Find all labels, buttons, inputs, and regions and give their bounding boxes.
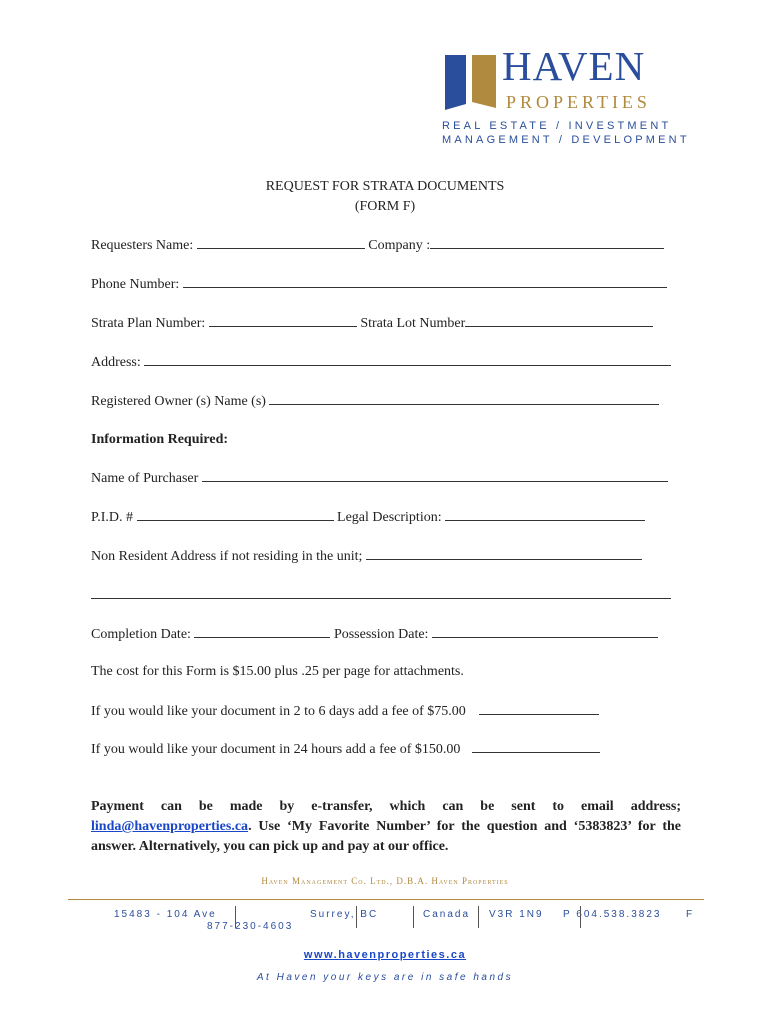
- strata-row: [91, 314, 653, 333]
- dates-row: [91, 625, 658, 644]
- requester-row: [91, 236, 664, 255]
- logo-tagline: [442, 119, 690, 147]
- requester-label: Requesters Name:: [91, 238, 194, 253]
- footer-phone: 877-230-4603: [207, 921, 294, 932]
- footer-divider: [68, 899, 704, 900]
- non-resident-row-2: [91, 586, 671, 605]
- pid-label: P.I.D. #: [91, 510, 134, 525]
- logo-name: HAVEN: [502, 43, 646, 89]
- logo-tagline-line1: REAL ESTATE / INVESTMENT: [442, 120, 672, 132]
- rush-2-6-field[interactable]: [479, 702, 599, 715]
- non-resident-row: [91, 547, 642, 566]
- phone-label: Phone Number:: [91, 277, 180, 292]
- footer-fax-label: F: [686, 909, 695, 920]
- purchaser-row: [91, 469, 668, 488]
- footer-separator: [580, 906, 581, 928]
- footer-separator: [478, 906, 479, 928]
- footer-website: [0, 949, 770, 961]
- footer-phone-number: P 604.538.3823: [563, 909, 662, 920]
- footer-separator: [413, 906, 414, 928]
- info-required-heading: Information Required:: [91, 432, 229, 447]
- website-link[interactable]: www.havenproperties.ca: [303, 949, 467, 961]
- logo-subtitle: PROPERTIES: [506, 92, 651, 112]
- non-resident-field-2[interactable]: [91, 586, 671, 599]
- footer-country: Canada: [423, 909, 471, 920]
- non-resident-label: Non Resident Address if not residing in the unit;: [91, 549, 363, 564]
- cost-text: The cost for this Form is $15.00 plus .25 per page for attachments.: [91, 664, 464, 679]
- footer-street: 15483 - 104 Ave: [114, 909, 217, 920]
- legal-label: Legal Description:: [337, 510, 442, 525]
- footer-separator: [235, 906, 236, 928]
- rush-2-6-row: [91, 702, 599, 721]
- pid-field[interactable]: [137, 508, 334, 521]
- footer-separator: [356, 906, 357, 928]
- rush-24-field[interactable]: [472, 740, 600, 753]
- completion-date-field[interactable]: [194, 625, 330, 638]
- completion-label: Completion Date:: [91, 627, 191, 642]
- legal-field[interactable]: [445, 508, 645, 521]
- logo-tagline-line2: MANAGEMENT / DEVELOPMENT: [442, 134, 690, 146]
- strata-plan-label: Strata Plan Number:: [91, 316, 206, 331]
- footer-city: Surrey, BC: [310, 909, 379, 920]
- address-field[interactable]: [144, 353, 671, 366]
- non-resident-field[interactable]: [366, 547, 642, 560]
- owner-row: [91, 392, 659, 411]
- company-label: Company :: [368, 238, 431, 253]
- payment-text-after: . Use ‘My Favorite Number’ for the question and ‘5383823’ for the answer. Alternatively, you can pick up and pay at our office.: [91, 819, 681, 854]
- purchaser-label: Name of Purchaser: [91, 471, 199, 486]
- purchaser-field[interactable]: [202, 469, 668, 482]
- strata-lot-field[interactable]: [465, 314, 653, 327]
- form-title: REQUEST FOR STRATA DOCUMENTS: [265, 179, 505, 194]
- owner-label: Registered Owner (s) Name (s): [91, 394, 266, 409]
- owner-field[interactable]: [269, 392, 659, 405]
- rush-24-text: If you would like your document in 24 hours add a fee of $150.00: [91, 742, 461, 757]
- strata-plan-field[interactable]: [209, 314, 357, 327]
- strata-lot-label: Strata Lot Number: [360, 316, 466, 331]
- payment-text-before: Payment can be made by e-transfer, which can be sent to email address;: [91, 799, 681, 814]
- address-row: [91, 353, 671, 372]
- requester-name-field[interactable]: [197, 236, 365, 249]
- footer-motto: At Haven your keys are in safe hands: [256, 972, 514, 983]
- haven-logo-mark: [442, 52, 500, 110]
- haven-logo: [442, 43, 690, 152]
- possession-label: Possession Date:: [333, 627, 429, 642]
- address-label: Address:: [91, 355, 141, 370]
- payment-email-link[interactable]: linda@havenproperties.ca: [91, 819, 249, 834]
- rush-24-row: [91, 740, 600, 759]
- phone-field[interactable]: [183, 275, 667, 288]
- rush-2-6-text: If you would like your document in 2 to 6 days add a fee of $75.00: [91, 704, 466, 719]
- footer-company: Haven Management Co. Ltd., D.B.A. Haven Properties: [261, 876, 509, 886]
- form-subtitle: (FORM F): [354, 199, 416, 214]
- company-field[interactable]: [430, 236, 664, 249]
- phone-row: [91, 275, 667, 294]
- payment-paragraph: [91, 797, 681, 857]
- pid-row: [91, 508, 645, 527]
- possession-date-field[interactable]: [432, 625, 658, 638]
- footer-postal: V3R 1N9: [489, 909, 544, 920]
